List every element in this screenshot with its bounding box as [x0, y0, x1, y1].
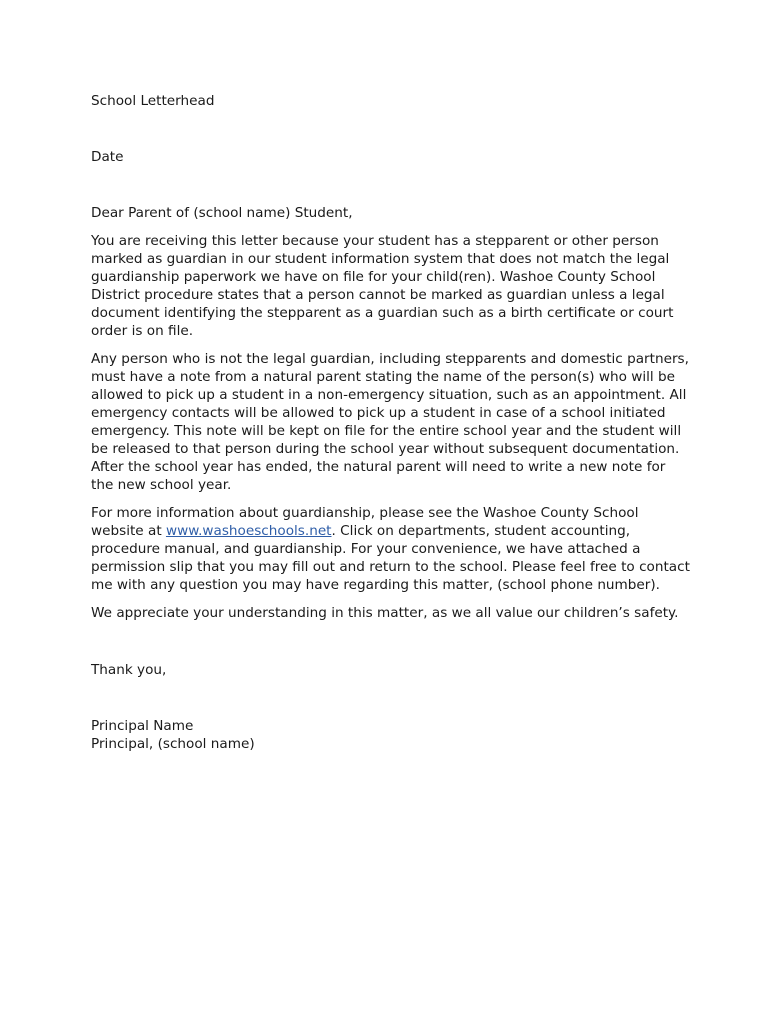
letterhead: School Letterhead	[91, 93, 215, 109]
letter-body	[91, 92, 691, 753]
paragraph-guardian-mismatch: You are receiving this letter because your student has a stepparent or other person marked as guardian in our student information system that does not match the legal guardianship paperwork we have on file for your child(ren). Washoe County School District procedure states that a person cannot be marked as guardian unless a legal document identifying the stepparent as a guardian such as a birth certificate or court order is on file.	[91, 233, 674, 339]
signature-name: Principal Name	[91, 718, 194, 734]
letter-date: Date	[91, 149, 124, 165]
paragraph-pickup-policy: Any person who is not the legal guardian, including stepparents and domestic partners, must have a note from a natural parent stating the name of the person(s) who will be allowed to pick up a student in a non-emergency situation, such as an appointment. All emergency contacts will be allowed to pick up a student in case of a school initiated emergency. This note will be kept on file for the entire school year and the student will be released to that person during the school year without subsequent documentation. After the school year has ended, the natural parent will need to write a new note for the new school year.	[91, 351, 689, 493]
closing: Thank you,	[91, 662, 167, 678]
more-info-text-before: For more information about guardianship, please see the Washoe County School website at	[91, 505, 639, 539]
paragraph-appreciation: We appreciate your understanding in this matter, as we all value our children’s safety.	[91, 605, 679, 621]
signature-title: Principal, (school name)	[91, 736, 255, 752]
washoe-schools-link[interactable]: www.washoeschools.net	[165, 523, 332, 539]
more-info-text-after: . Click on departments, student accounting, procedure manual, and guardianship. For your convenience, we have attached a permission slip that you may fill out and return to the school. Please feel free to contact me with any question you may have regarding this matter, (school phone number).	[91, 523, 690, 593]
salutation: Dear Parent of (school name) Student,	[91, 205, 353, 221]
paragraph-more-info	[91, 504, 691, 594]
